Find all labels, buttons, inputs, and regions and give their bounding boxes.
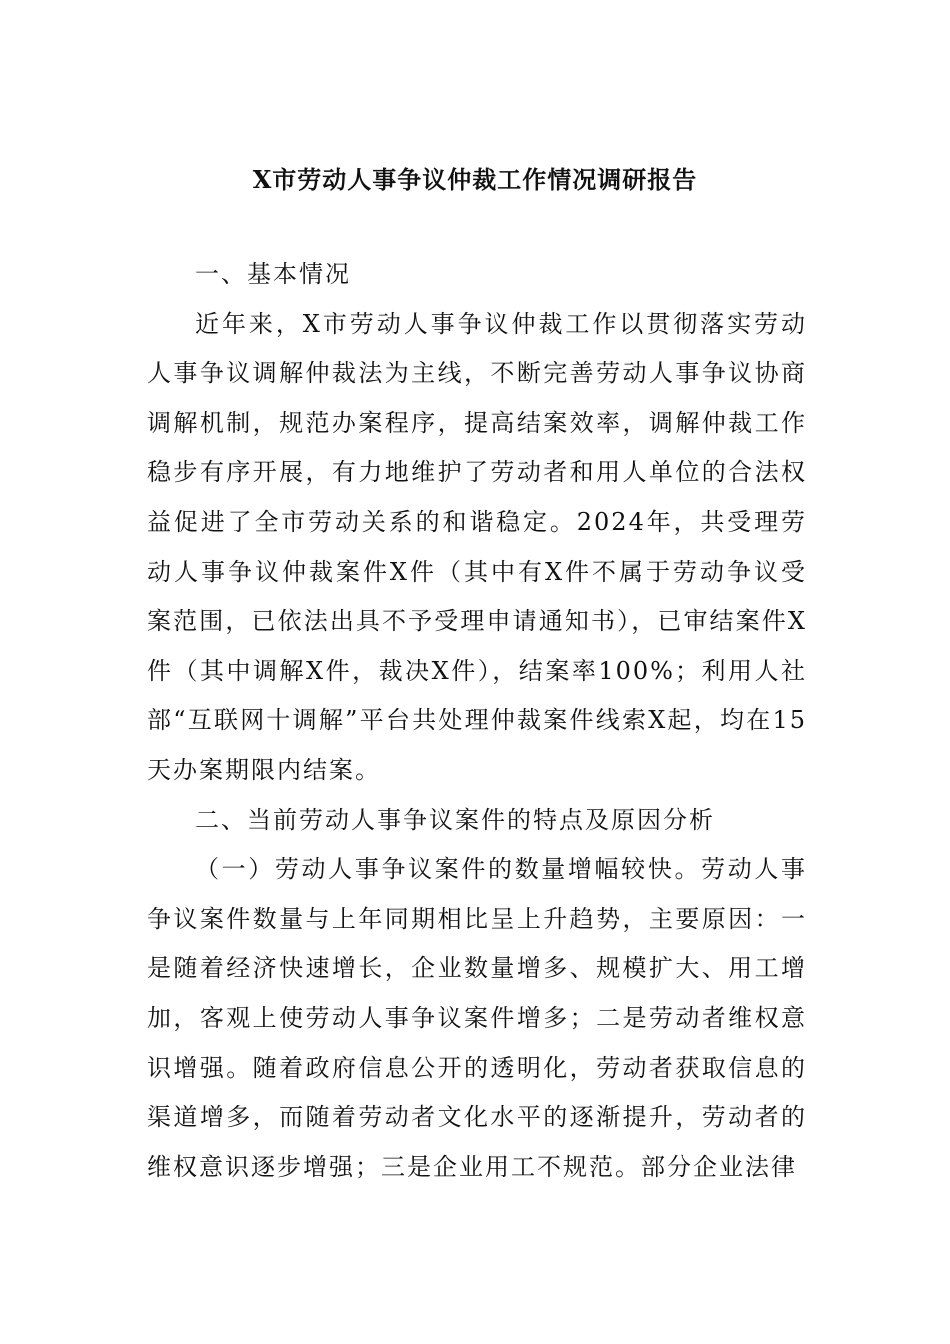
section-heading-characteristics: 二、当前劳动人事争议案件的特点及原因分析	[195, 805, 715, 834]
section-heading-basic-situation: 一、基本情况	[195, 260, 351, 288]
document-title: X市劳动人事争议仲裁工作情况调研报告	[252, 165, 698, 194]
paragraph-basic-situation: 近年来，X市劳动人事争议仲裁工作以贯彻落实劳动人事争议调解仲裁法为主线，不断完善劳动人事争议协商调解机制，规范办案程序，提高结案效率，调解仲裁工作稳步有序开展，有力地维护了劳动者和用人单位的合法权益促进了全市劳动关系的和谐稳定。2024年，共受理劳动人事争议仲裁案件X件（其中有X件不属于劳动争议受案范围，已依法出具不予受理申请通知书），已审结案件X件（其中调解X件，裁决X件），结案率100%；利用人社部“互联网十调解”平台共处理仲裁案件线索X起，均在15天办案期限内结案。	[147, 309, 807, 784]
paragraph-case-growth: （一）劳动人事争议案件的数量增幅较快。劳动人事争议案件数量与上年同期相比呈上升趋势，主要原因：一是随着经济快速增长，企业数量增多、规模扩大、用工增加，客观上使劳动人事争议案件增多；二是劳动者维权意识增强。随着政府信息公开的透明化，劳动者获取信息的渠道增多，而随着劳动者文化水平的逐渐提升，劳动者的维权意识逐步增强；三是企业用工不规范。部分企业法律	[147, 855, 807, 1181]
document-body	[147, 250, 807, 1192]
